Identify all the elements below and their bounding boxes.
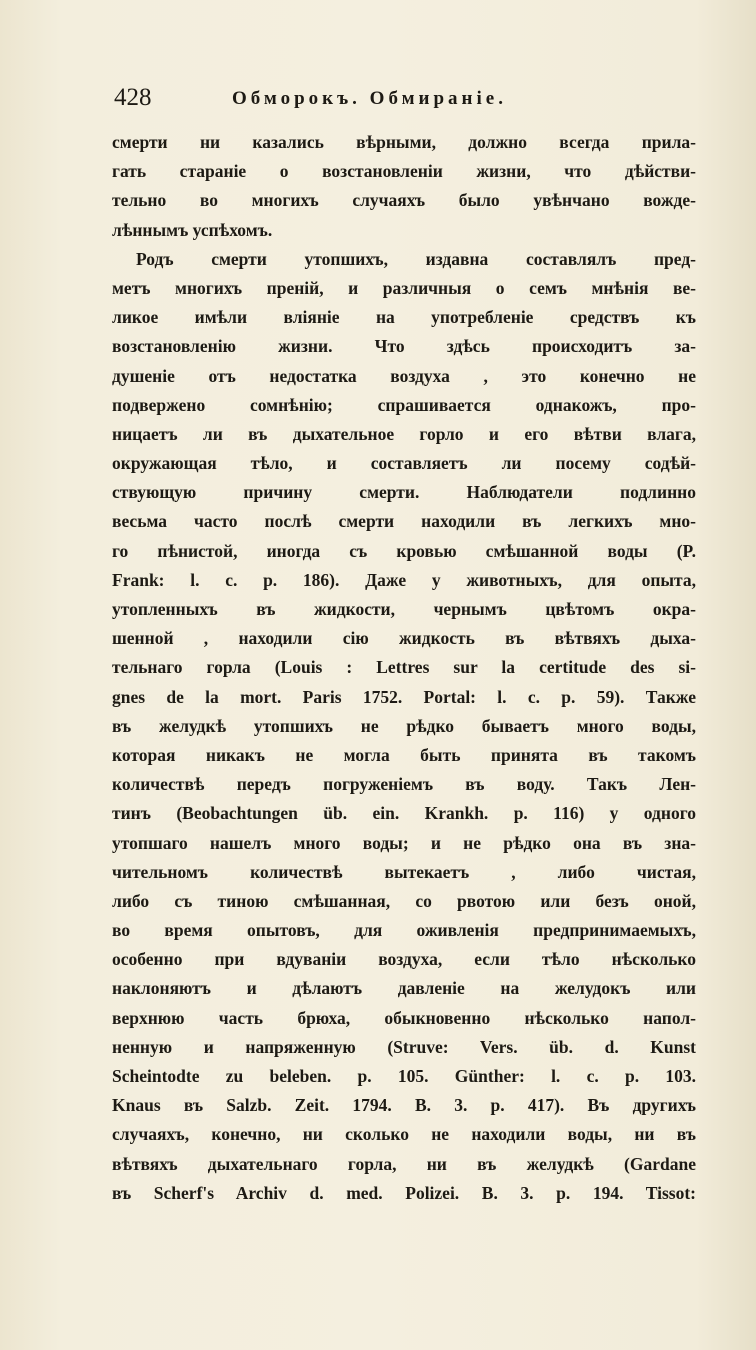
text-line: шенной , находили сію жидкость въ вѣтвяхъ дыха- [112, 628, 696, 649]
text-line: верхнюю часть брюха, обыкновенно нѣсколько напол- [112, 1007, 696, 1028]
text-line: которая никакъ не могла быть принята въ такомъ [112, 744, 696, 765]
text-line: чительномъ количествѣ вытекаетъ , либо чистая, [112, 861, 696, 882]
text-line: тельнаго горла (Louis : Lettres sur la certitude des si- [112, 657, 696, 678]
text-line: ницаетъ ли въ дыхательное горло и его вѣтви влага, [112, 423, 696, 444]
text-line: смерти ни казались вѣрными, должно всегда прила- [112, 132, 696, 152]
text-line: Родъ смерти утопшихъ, издавна составлялъ пред- [136, 248, 696, 269]
page-header [114, 84, 694, 120]
text-line: во время опытовъ, для оживленія предпринимаемыхъ, [112, 920, 696, 941]
text-line: Scheintodte zu beleben. p. 105. Günther: l. c. p. 103. [112, 1066, 696, 1086]
text-line: случаяхъ, конечно, ни сколько не находили воды, ни въ [112, 1124, 696, 1145]
text-line: возстановленію жизни. Что здѣсь происходитъ за- [112, 336, 696, 357]
text-line: тельно во многихъ случаяхъ было увѣнчано вожде- [112, 190, 696, 211]
text-line: метъ многихъ преній, и различныя о семъ мнѣнія ве- [112, 277, 696, 298]
running-title: Обморокъ. Обмираніе. [232, 88, 507, 109]
text-line: окружающая тѣло, и составляетъ ли посему содѣй- [112, 453, 696, 474]
text-line: либо съ тиною смѣшанная, со рвотою или безъ оной, [112, 890, 696, 911]
text-line: лѣннымъ успѣхомъ. [112, 219, 273, 240]
text-line: въ желудкѣ утопшихъ не рѣдко бываетъ много воды, [112, 715, 696, 736]
text-line: подвержено сомнѣнію; спрашивается однакожъ, про- [112, 394, 696, 415]
text-line: душеніе отъ недостатка воздуха , это конечно не [112, 365, 696, 386]
text-line: наклоняютъ и дѣлаютъ давленіе на желудокъ или [112, 978, 696, 999]
text-line: тинъ (Beobachtungen üb. ein. Krankh. p. 116) у одного [112, 803, 696, 824]
text-line: гать стараніе о возстановленіи жизни, что дѣйстви- [112, 161, 696, 182]
text-line: особенно при вдуваніи воздуха, если тѣло нѣсколько [112, 949, 696, 970]
text-line: весьма часто послѣ смерти находили въ легкихъ мно- [112, 511, 696, 532]
text-line: утопшаго нашелъ много воды; и не рѣдко она въ зна- [112, 832, 696, 853]
text-line: Knaus въ Salzb. Zeit. 1794. B. 3. p. 417). Въ другихъ [112, 1095, 696, 1116]
text-line: gnes de la mort. Paris 1752. Portal: l. c. p. 59). Также [112, 686, 696, 707]
text-line: утопленныхъ въ жидкости, чернымъ цвѣтомъ окра- [112, 599, 696, 619]
text-line: ликое имѣли вліяніе на употребленіе средствъ къ [112, 307, 696, 328]
text-line: въ Scherf's Archiv d. med. Polizei. B. 3. p. 194. Tissot: [112, 1182, 696, 1203]
text-line: го пѣнистой, иногда съ кровью смѣшанной воды (P. [112, 540, 696, 561]
body-text [112, 128, 696, 1208]
text-line: вѣтвяхъ дыхательнаго горла, ни въ желудкѣ (Gardane [112, 1153, 696, 1174]
text-line: количествѣ передъ погруженіемъ въ воду. Такъ Лен- [112, 774, 696, 795]
text-line: ствующую причину смерти. Наблюдатели подлинно [112, 482, 696, 503]
text-line: Frank: l. c. p. 186). Даже у животныхъ, для опыта, [112, 569, 696, 590]
page-number: 428 [114, 84, 152, 111]
text-line: ненную и напряженную (Struve: Vers. üb. d. Kunst [112, 1036, 696, 1057]
